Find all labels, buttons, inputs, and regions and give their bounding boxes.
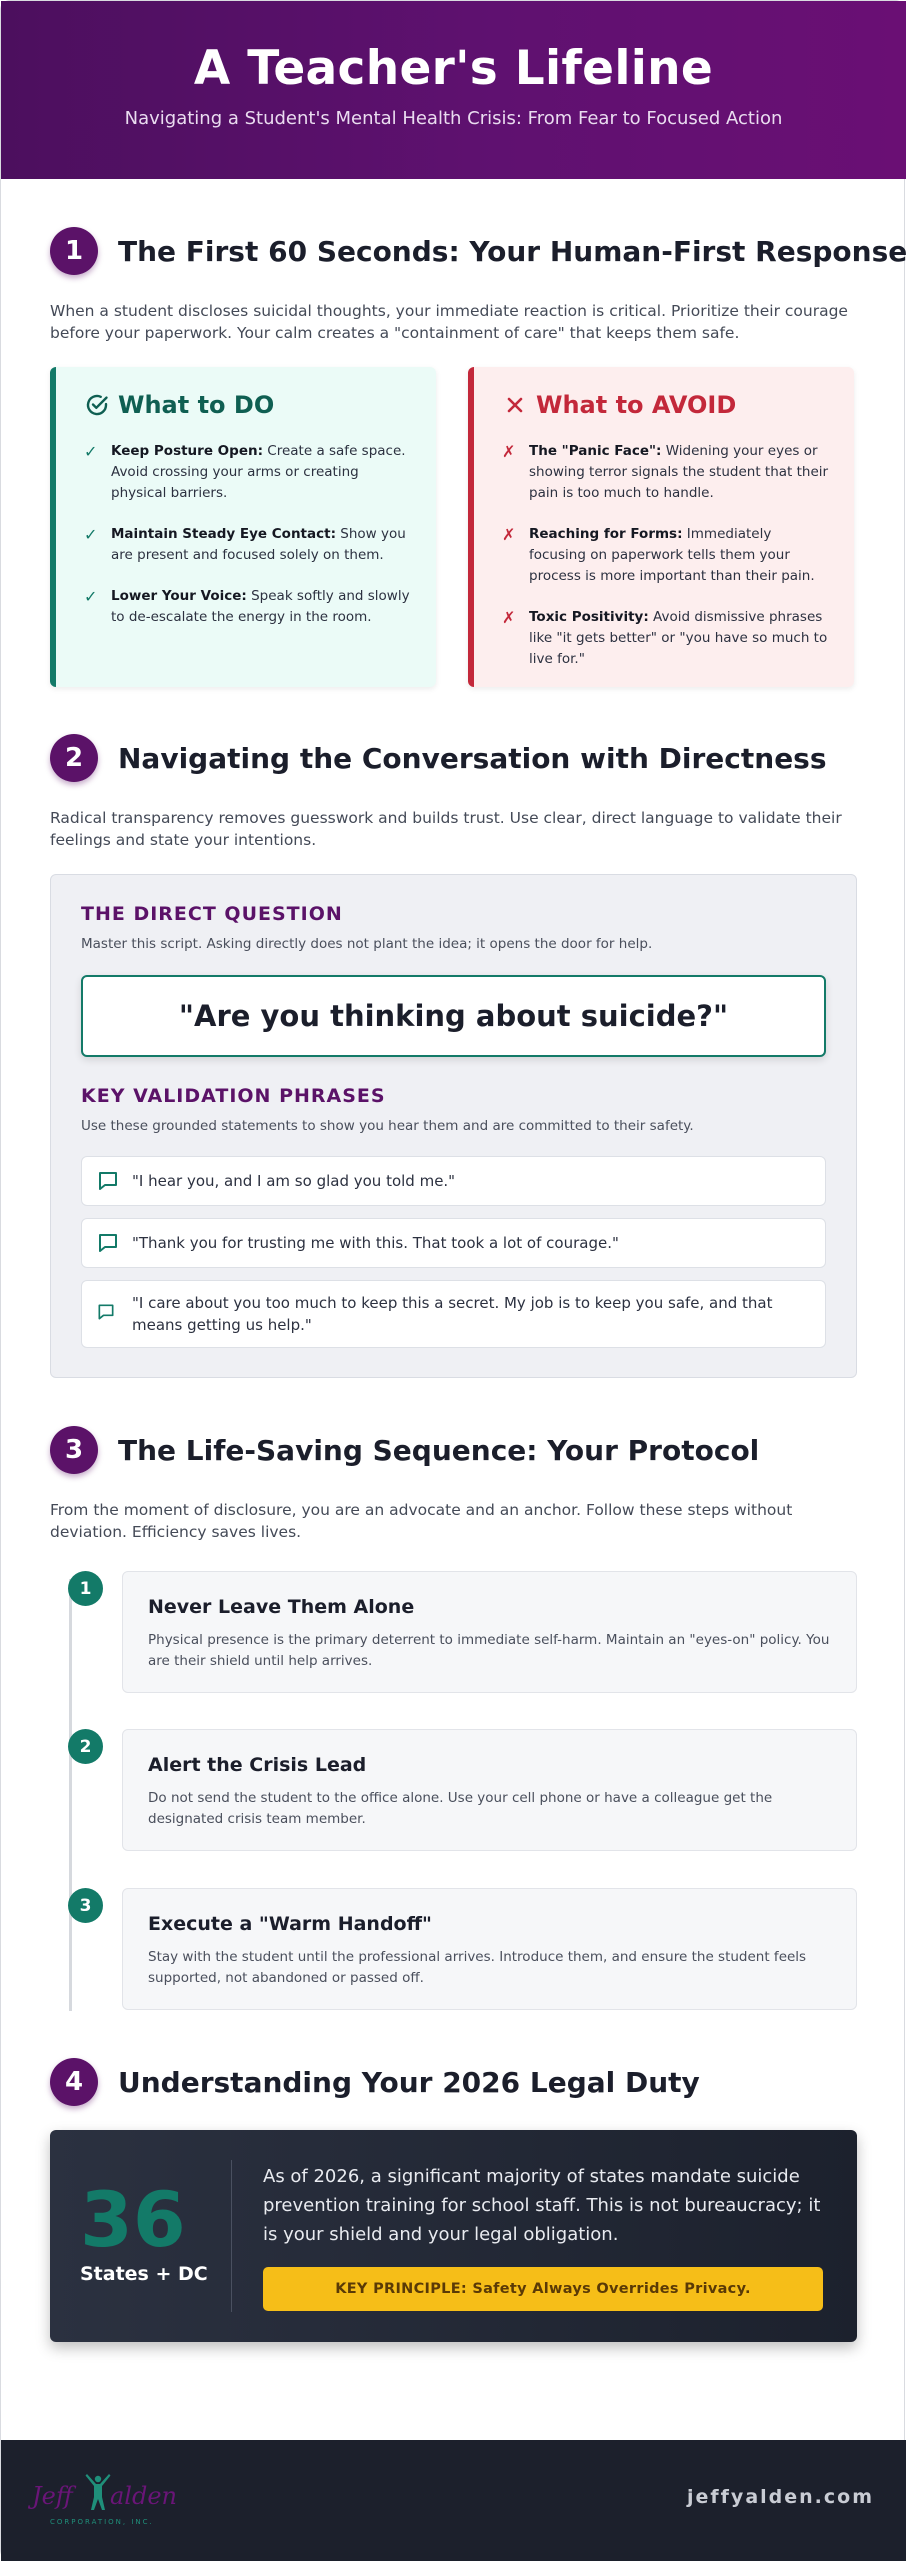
check-mark-icon: ✓ [84, 442, 98, 461]
item-label: Lower Your Voice: [111, 588, 247, 604]
chat-bubble-icon [96, 1169, 120, 1193]
section-title: The First 60 Seconds: Your Human-First Response [118, 234, 907, 268]
validation-phrase [81, 1280, 826, 1348]
hero-banner [1, 1, 906, 179]
phrase-text: "I hear you, and I am so glad you told me." [132, 1172, 456, 1190]
step-number-badge: 1 [68, 1571, 103, 1606]
section-4-heading [50, 2057, 700, 2107]
protocol-step [122, 1729, 857, 1851]
section-3-heading [50, 1425, 759, 1475]
phrase-text: "I care about you too much to keep this a secret. My job is to keep you safe, and that means getting us help." [132, 1294, 773, 1334]
section-title: The Life-Saving Sequence: Your Protocol [118, 1433, 760, 1467]
cross-mark-icon: ✗ [502, 608, 516, 627]
list-item [84, 524, 414, 566]
validation-subtitle: Use these grounded statements to show you hear them and are committed to their safety. [81, 1118, 694, 1134]
item-text: Show you are present and focused solely on them. [111, 526, 406, 563]
page-subtitle: Navigating a Student's Mental Health Crisis: From Fear to Focused Action [124, 108, 783, 129]
item-text: Create a safe space. Avoid crossing your arms or creating physical barriers. [111, 443, 406, 501]
section-title: Navigating the Conversation with Directness [118, 741, 827, 775]
protocol-step [122, 1888, 857, 2010]
section-number: 1 [50, 227, 98, 275]
direct-question-heading: THE DIRECT QUESTION [81, 903, 343, 925]
timeline-line [69, 1579, 72, 2011]
do-card-title: What to DO [118, 391, 275, 419]
check-circle-icon [84, 392, 110, 418]
check-mark-icon: ✓ [84, 525, 98, 544]
item-text: Speak softly and slowly to de-escalate the energy in the room. [111, 588, 410, 625]
item-label: The "Panic Face": [529, 443, 662, 459]
svg-text:alden: alden [110, 2482, 178, 2510]
section-title: Understanding Your 2026 Legal Duty [118, 2065, 700, 2099]
item-label: Reaching for Forms: [529, 526, 683, 542]
step-title: Never Leave Them Alone [148, 1596, 415, 1618]
step-text: Stay with the student until the professional arrives. Introduce them, and ensure the student feels supported, not abandoned or passed off. [148, 1949, 807, 1986]
step-title: Alert the Crisis Lead [148, 1754, 367, 1776]
phrase-text: "Thank you for trusting me with this. That took a lot of courage." [132, 1234, 619, 1252]
direct-question-subtitle: Master this script. Asking directly does not plant the idea; it opens the door for help. [81, 936, 653, 952]
avoid-list [502, 441, 832, 670]
protocol-step [122, 1571, 857, 1693]
section-number: 4 [50, 2058, 98, 2106]
avoid-card-title: What to AVOID [536, 391, 737, 419]
cross-mark-icon: ✗ [502, 442, 516, 461]
validation-phrase [81, 1156, 826, 1206]
list-item [502, 524, 832, 587]
item-text: Widening your eyes or showing terror signals the student that their pain is too much to handle. [529, 443, 829, 501]
section-number: 2 [50, 734, 98, 782]
website-link[interactable]: jeffyalden.com [687, 2486, 874, 2508]
chat-bubble-icon [96, 1231, 120, 1255]
section-1-heading [50, 226, 907, 276]
section-intro: Radical transparency removes guesswork and builds trust. Use clear, direct language to validate their feelings and state your intentions. [50, 809, 842, 849]
section-2-heading [50, 733, 827, 783]
item-text: Avoid dismissive phrases like "it gets better" or "you have so much to live for." [529, 609, 828, 667]
stat-value: 36 [80, 2175, 186, 2264]
svg-text:Jeff: Jeff [32, 2482, 73, 2510]
item-label: Toxic Positivity: [529, 609, 649, 625]
direct-question-panel [50, 874, 857, 1378]
footer [1, 2440, 906, 2561]
page-title: A Teacher's Lifeline [193, 41, 714, 96]
do-list [84, 441, 414, 628]
step-title: Execute a "Warm Handoff" [148, 1913, 432, 1935]
cross-mark-icon: ✗ [502, 525, 516, 544]
x-icon [502, 392, 528, 418]
section-intro: When a student discloses suicidal thoughts, your immediate reaction is critical. Prioritize their courage before your paperwork. Your calm creates a "containment of care" that keeps them safe. [50, 302, 848, 342]
item-label: Maintain Steady Eye Contact: [111, 526, 336, 542]
list-item [502, 607, 832, 670]
section-number: 3 [50, 1426, 98, 1474]
validation-heading: KEY VALIDATION PHRASES [81, 1085, 386, 1107]
do-card [50, 367, 436, 687]
avoid-card [468, 367, 854, 687]
check-mark-icon: ✓ [84, 587, 98, 606]
company-logo [30, 2470, 178, 2532]
key-principle-banner: KEY PRINCIPLE: Safety Always Overrides Privacy. [263, 2267, 823, 2311]
avoid-card-heading [502, 389, 832, 421]
item-text: Immediately focusing on paperwork tells them your process is more important than their pain. [529, 526, 815, 584]
direct-question-script: "Are you thinking about suicide?" [81, 975, 826, 1057]
step-number-badge: 3 [68, 1888, 103, 1923]
list-item [84, 441, 414, 504]
divider [231, 2160, 232, 2312]
svg-text:CORPORATION, INC.: CORPORATION, INC. [50, 2518, 154, 2526]
step-text: Physical presence is the primary deterrent to immediate self-harm. Maintain an "eyes-on" policy. You are their shield until help arrives. [148, 1632, 830, 1669]
step-number-badge: 2 [68, 1729, 103, 1764]
do-card-heading [84, 389, 414, 421]
item-label: Keep Posture Open: [111, 443, 263, 459]
legal-duty-panel [50, 2130, 857, 2342]
chat-bubble-icon [96, 1302, 120, 1326]
step-text: Do not send the student to the office alone. Use your cell phone or have a colleague get the designated crisis team member. [148, 1790, 773, 1827]
list-item [84, 586, 414, 628]
stat-label: States + DC [80, 2263, 208, 2285]
section-intro: From the moment of disclosure, you are an advocate and an anchor. Follow these steps without deviation. Efficiency saves lives. [50, 1501, 793, 1541]
validation-phrase [81, 1218, 826, 1268]
legal-text: As of 2026, a significant majority of states mandate suicide prevention training for school staff. This is not bureaucracy; it is your shield and your legal obligation. [263, 2166, 821, 2245]
list-item [502, 441, 832, 504]
